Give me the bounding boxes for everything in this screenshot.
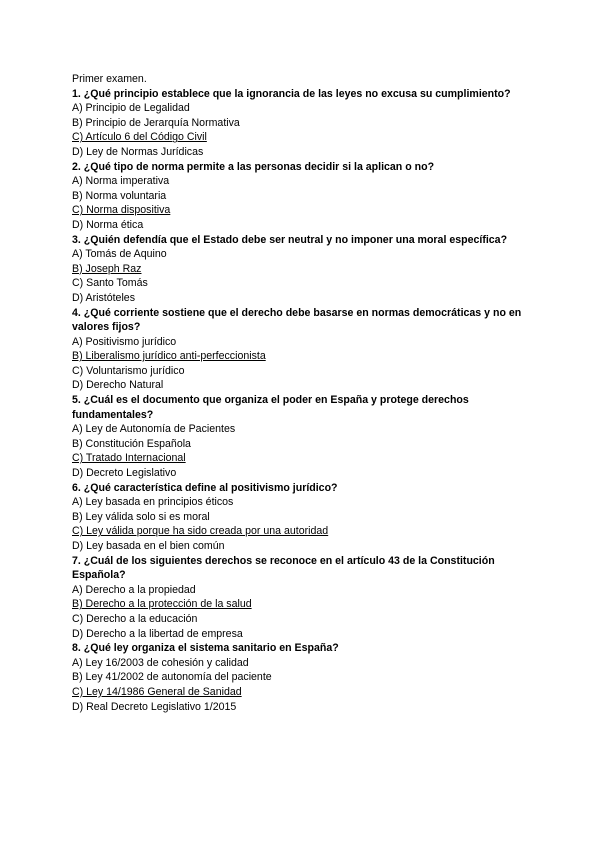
answer-option: D) Decreto Legislativo <box>72 467 177 480</box>
question-text: 7. ¿Cuál de los siguientes derechos se reconoce en el artículo 43 de la Constitución Española? <box>72 554 495 582</box>
answer-option: A) Norma imperativa <box>72 175 170 188</box>
answer-option: D) Ley basada en el bien común <box>72 540 225 552</box>
answer-option: B) Ley válida solo si es moral <box>72 510 210 523</box>
answer-option-correct: C) Tratado Internacional <box>72 452 186 465</box>
answer-option-correct: C) Ley 14/1986 General de Sanidad <box>72 685 242 698</box>
question-text: 5. ¿Cuál es el documento que organiza el poder en España y protege derechos fundamentales? <box>72 394 469 421</box>
answer-option: D) Aristóteles <box>72 291 135 304</box>
answer-option-correct: C) Ley válida porque ha sido creada por una autoridad <box>72 525 329 538</box>
question-block <box>72 481 532 554</box>
question-text: 8. ¿Qué ley organiza el sistema sanitario en España? <box>72 642 339 655</box>
question-text: 1. ¿Qué principio establece que la ignorancia de las leyes no excusa su cumplimiento? <box>72 87 511 100</box>
exam-document <box>72 72 532 714</box>
answer-option: A) Ley 16/2003 de cohesión y calidad <box>72 656 249 669</box>
question-block <box>72 393 532 481</box>
question-block <box>72 641 532 714</box>
answer-option: C) Voluntarismo jurídico <box>72 364 185 377</box>
answer-option: D) Real Decreto Legislativo 1/2015 <box>72 700 237 713</box>
question-block <box>72 306 532 394</box>
answer-option: D) Derecho Natural <box>72 379 164 392</box>
answer-option-correct: C) Norma dispositiva <box>72 204 171 217</box>
answer-option: A) Derecho a la propiedad <box>72 583 196 596</box>
answer-option: B) Principio de Jerarquía Normativa <box>72 116 240 129</box>
answer-option: A) Positivismo jurídico <box>72 335 177 348</box>
answer-option: C) Santo Tomás <box>72 277 148 290</box>
answer-option-correct: C) Artículo 6 del Código Civil <box>72 131 207 144</box>
answer-option: D) Ley de Normas Jurídicas <box>72 145 204 158</box>
question-text: 3. ¿Quién defendía que el Estado debe ser neutral y no imponer una moral específica? <box>72 233 508 246</box>
question-text: 4. ¿Qué corriente sostiene que el derecho debe basarse en normas democráticas y no en valores fijos? <box>72 306 522 334</box>
question-block <box>72 233 532 306</box>
answer-option: A) Ley basada en principios éticos <box>72 496 234 509</box>
question-list <box>72 87 532 715</box>
question-block <box>72 87 532 160</box>
answer-option: B) Constitución Española <box>72 437 191 450</box>
answer-option: B) Norma voluntaria <box>72 189 167 202</box>
answer-option-correct: B) Derecho a la protección de la salud <box>72 598 252 611</box>
answer-option: B) Ley 41/2002 de autonomía del paciente <box>72 671 272 684</box>
answer-option: D) Derecho a la libertad de empresa <box>72 627 243 640</box>
question-block <box>72 160 532 233</box>
answer-option: C) Derecho a la educación <box>72 612 198 625</box>
exam-title: Primer examen. <box>72 73 147 85</box>
question-text: 6. ¿Qué característica define al positivismo jurídico? <box>72 481 338 494</box>
answer-option-correct: B) Joseph Raz <box>72 262 142 275</box>
answer-option: A) Tomás de Aquino <box>72 248 167 261</box>
answer-option: A) Ley de Autonomía de Pacientes <box>72 423 236 436</box>
answer-option: D) Norma ética <box>72 218 144 231</box>
answer-option: A) Principio de Legalidad <box>72 102 190 115</box>
question-text: 2. ¿Qué tipo de norma permite a las personas decidir si la aplican o no? <box>72 160 435 173</box>
question-block <box>72 554 532 642</box>
answer-option-correct: B) Liberalismo jurídico anti-perfeccionista <box>72 350 266 363</box>
